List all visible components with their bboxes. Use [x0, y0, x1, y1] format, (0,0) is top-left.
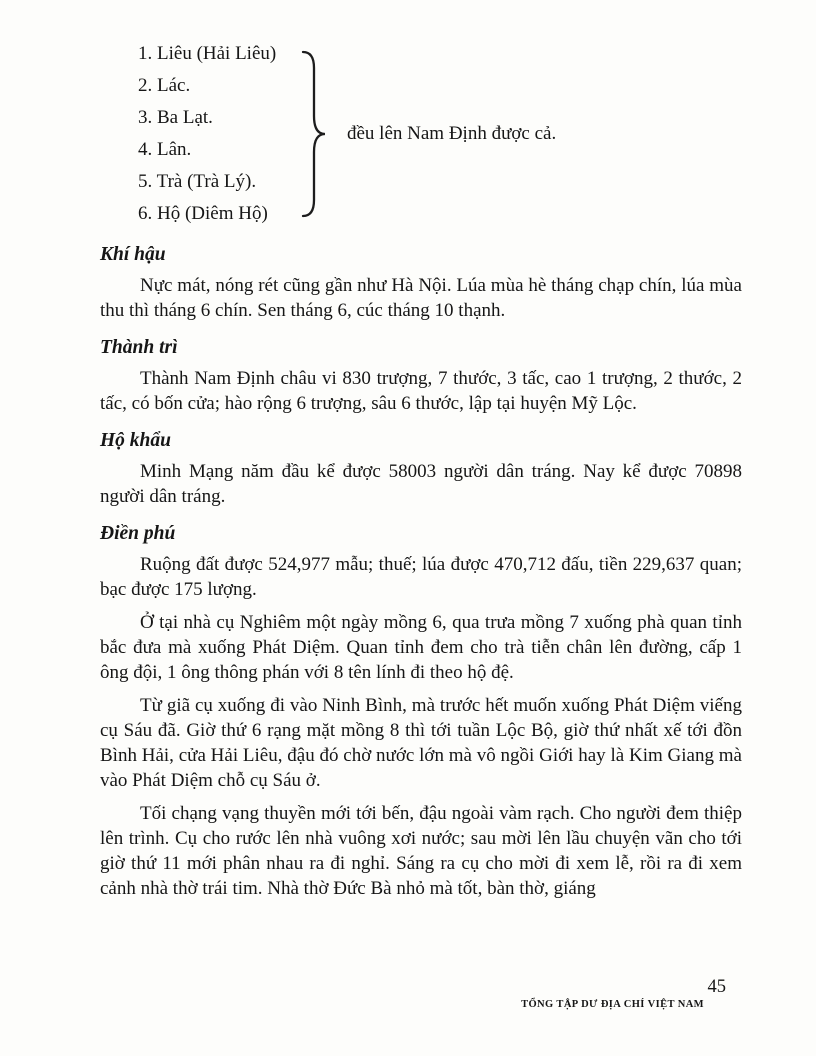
list-item: 2. Lác. — [138, 75, 191, 96]
heading-dien-phu: Điền phú — [100, 523, 176, 544]
page-content — [100, 30, 742, 909]
paragraph: Từ giã cụ xuống đi vào Ninh Bình, mà trước hết muốn xuống Phát Diệm viếng cụ Sáu đã. Giờ thứ 6 rạng mặt mồng 8 thì tới tuần Lộc Bộ, giờ thứ nhất xế tới đồn Bình Hải, cửa Hải Liêu, đậu đó chờ nước lớn mà vô ngồi Giới hay là Kim Giang mà vào Phát Diệm chỗ cụ Sáu ở. — [100, 695, 742, 791]
list-item: 5. Trà (Trà Lý). — [138, 171, 257, 192]
heading-khi-hau: Khí hậu — [100, 244, 166, 265]
right-brace-icon — [300, 49, 327, 219]
estuary-list — [138, 38, 300, 230]
list-item: 4. Lân. — [138, 139, 192, 160]
list-item: 6. Hộ (Diêm Hộ) — [138, 203, 268, 224]
page-number: 45 — [707, 977, 726, 997]
paragraph: Minh Mạng năm đầu kể được 58003 người dân tráng. Nay kể được 70898 người dân tráng. — [100, 461, 742, 507]
heading-thanh-tri: Thành trì — [100, 337, 178, 358]
brace-label: đều lên Nam Định được cả. — [347, 123, 557, 144]
running-title: TỔNG TẬP DƯ ĐỊA CHÍ VIỆT NAM — [521, 999, 704, 1010]
paragraph: Thành Nam Định châu vi 830 trượng, 7 thước, 3 tấc, cao 1 trượng, 2 thước, 2 tấc, có bốn cửa; hào rộng 6 trượng, sâu 6 thước, lập tại huyện Mỹ Lộc. — [100, 368, 742, 414]
paragraph: Ở tại nhà cụ Nghiêm một ngày mồng 6, qua trưa mồng 7 xuống phà quan tỉnh bắc đưa mà xuống Phát Diệm. Quan tỉnh đem cho trà tiễn chân lên đường, cấp 1 ông đội, 1 ông thông phán với 8 tên lính đi theo hộ đệ. — [100, 612, 742, 683]
list-item: 1. Liêu (Hải Liêu) — [138, 43, 277, 64]
paragraph: Nực mát, nóng rét cũng gần như Hà Nội. Lúa mùa hè tháng chạp chín, lúa mùa thu thì tháng 6 chín. Sen tháng 6, cúc tháng 10 thạnh. — [100, 275, 742, 321]
list-item: 3. Ba Lạt. — [138, 107, 213, 128]
paragraph: Ruộng đất được 524,977 mẫu; thuế; lúa được 470,712 đấu, tiền 229,637 quan; bạc được 175 lượng. — [100, 554, 742, 600]
paragraph: Tối chạng vạng thuyền mới tới bến, đậu ngoài vàm rạch. Cho người đem thiệp lên trình. Cụ cho rước lên nhà vuông xơi nước; sau mời lên lầu chuyện vãn cho tới giờ thứ 11 mới phân nhau ra đi nghỉ. Sáng ra cụ cho mời đi xem lễ, rồi ra đi xem cảnh nhà thờ trái tim. Nhà thờ Đức Bà nhỏ mà tốt, bàn thờ, giáng — [100, 803, 742, 899]
estuary-list-figure — [138, 30, 742, 230]
heading-ho-khau: Hộ khẩu — [100, 430, 171, 451]
